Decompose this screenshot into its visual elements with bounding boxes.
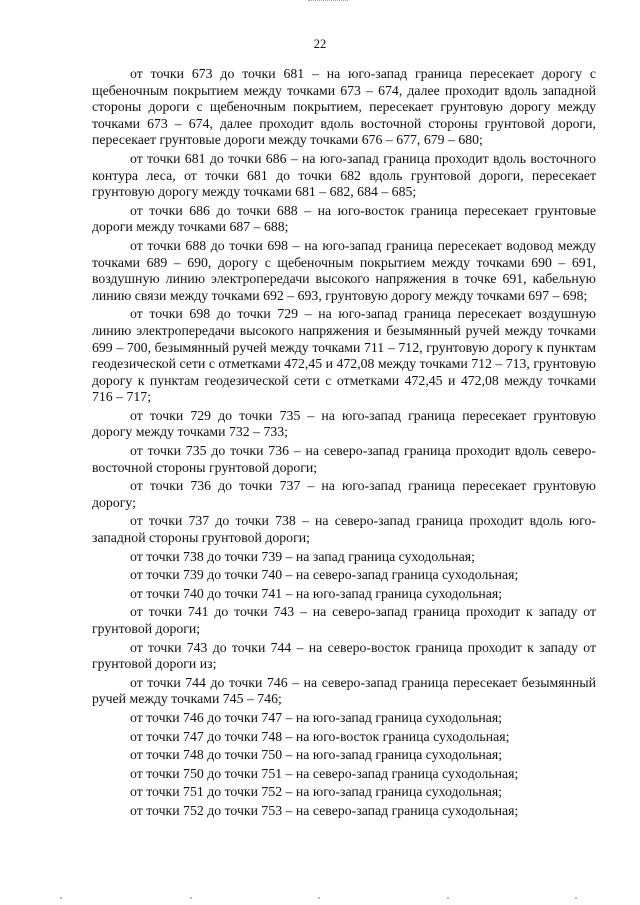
paragraph: от точки 748 до точки 750 – на юго-запад граница суходольная; — [130, 747, 503, 763]
scan-artifact-bottom — [0, 895, 640, 899]
page-number: 22 — [313, 37, 327, 51]
paragraph: от точки 739 до точки 740 – на северо-запад граница суходольная; — [130, 567, 519, 583]
paragraph: от точки 751 до точки 752 – на юго-запад граница суходольная; — [130, 784, 503, 800]
paragraph: от точки 729 до точки 735 – на юго-запад граница пересекает грунтовую дорогу между точками 732 – 733; — [92, 407, 596, 440]
paragraph: от точки 686 до точки 688 – на юго-восток граница пересекает грунтовые дороги между точками 687 – 688; — [92, 202, 596, 235]
document-body — [92, 66, 596, 822]
paragraph: от точки 746 до точки 747 – на юго-запад граница суходольная; — [130, 709, 503, 725]
paragraph: от точки 744 до точки 746 – на северо-запад граница пересекает безымянный ручей между точками 745 – 746; — [92, 674, 596, 707]
paragraph: от точки 738 до точки 739 – на запад граница суходольная; — [130, 548, 475, 564]
paragraph: от точки 736 до точки 737 – на юго-запад граница пересекает грунтовую дорогу; — [92, 478, 596, 510]
paragraph: от точки 740 до точки 741 – на юго-запад граница суходольная; — [130, 585, 503, 601]
paragraph: от точки 737 до точки 738 – на северо-запад граница проходит вдоль юго-западной стороны грунтовой дороги; — [92, 513, 596, 546]
paragraph: от точки 681 до точки 686 – на юго-запад граница проходит вдоль восточного контура леса, от точки 681 до точки 682 вдоль грунтовой дороги, пересекает грунтовую дорогу между точками 681 – 682, 684 – 685; — [92, 150, 596, 200]
paragraph: от точки 741 до точки 743 – на северо-запад граница проходит к западу от грунтовой дороги; — [92, 604, 596, 636]
paragraph: от точки 752 до точки 753 – на северо-запад граница суходольная; — [130, 802, 519, 818]
paragraph: от точки 698 до точки 729 – на юго-запад граница пересекает воздушную линию электропередачи высокого напряжения и безымянный ручей между точками 699 – 700, безымянный ручей между точками 711 – 712, грунтовую дорогу к пунктам геодезической сети с отметками 472,45 и 472,08 между точками 712 – 713, грунтовую дорогу к пунктам геодезической сети с отметками 472,45 и 472,08 между точками 716 – 717; — [92, 306, 596, 405]
scan-artifact-top — [308, 0, 348, 4]
paragraph: от точки 747 до точки 748 – на юго-восток граница суходольная; — [130, 728, 510, 744]
paragraph: от точки 673 до точки 681 – на юго-запад граница пересекает дорогу с щебеночным покрытием между точками 673 – 674, далее проходит вдоль западной стороны дороги с щебеночным покрытием, пересекает грунтовую дорогу между точками 673 – 674, далее проходит вдоль восточной стороны грунтовой дороги, пересекает грунтовые дороги между точками 676 – 677, 679 – 680; — [92, 66, 596, 148]
paragraph: от точки 688 до точки 698 – на юго-запад граница пересекает водовод между точками 689 – 690, дорогу с щебеночным покрытием между точками 690 – 691, воздушную линию электропередачи высокого напряжения в точке 691, кабельную линию связи между точками 692 – 693, грунтовую дорогу между точками 697 – 698; — [92, 237, 596, 303]
paragraph: от точки 750 до точки 751 – на северо-запад граница суходольная; — [130, 765, 519, 781]
paragraph: от точки 743 до точки 744 – на северо-восток граница проходит к западу от грунтовой дороги из; — [92, 639, 596, 672]
paragraph: от точки 735 до точки 736 – на северо-запад граница проходит вдоль северо-восточной стороны грунтовой дороги; — [92, 443, 596, 475]
